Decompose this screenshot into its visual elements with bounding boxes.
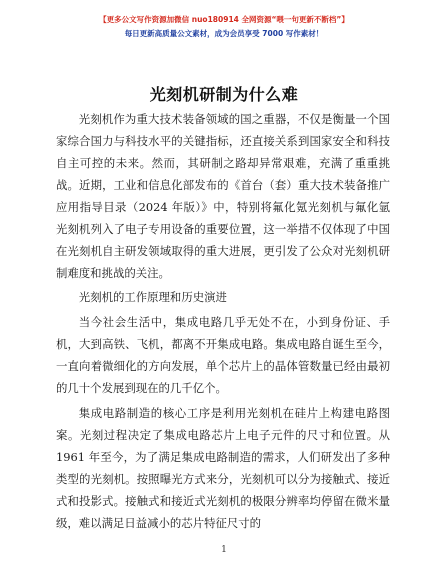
promo-line-2: 每日更新高质量公文素材，成为会员享受 7000 写作素材！ — [124, 29, 324, 38]
document-body — [56, 108, 390, 534]
promo-banner — [0, 14, 448, 39]
section-heading: 光刻机的工作原理和历史演进 — [78, 290, 227, 304]
promo-line-1: 【更多公文写作资源加微信 nuo180914 全网资源“喂一句更新不断档”】 — [99, 15, 349, 24]
paragraph-lithography-core: 集成电路制造的核心工序是利用光刻机在硅片上构建电路图案。光刻过程决定了集成电路芯片上电子元件的尺寸和位置。从 1961 年至今，为了满足集成电路制造的需求，人们研发出了多种类型的光刻机。按照曝光方式来分，光刻机可以分为接触式、接近式和投影式。接触式和接近式光刻机的极限分辨率均停留在微米量级，难以满足日益减小的芯片特征尺寸的 — [56, 406, 390, 530]
paragraph-intro: 光刻机作为重大技术装备领域的国之重器，不仅是衡量一个国家综合国力与科技水平的关键指标，还直接关系到国家安全和科技自主可控的未来。然而，其研制之路却异常艰难，充满了重重挑战。近期，工业和信息化部发布的《首台（套）重大技术装备推广应用指导目录（2024 年版）》中，特别将氟化氪光刻机与氟化氩光刻机列入了电子专用设备的重要位置，这一举措不仅体现了中国在光刻机自主研发领域取得的重大进展，更引发了公众对光刻机研制难度和挑战的关注。 — [56, 112, 390, 280]
paragraph-ic-everywhere: 当今社会生活中，集成电路几乎无处不在，小到身份证、手机，大到高铁、飞机，都离不开集成电路。集成电路自诞生至今，一直向着微细化的方向发展，单个芯片上的晶体管数量已经由最初的几十个发展到现在的几千亿个。 — [56, 315, 390, 395]
document-title: 光刻机研制为什么难 — [149, 85, 299, 104]
page-number: 1 — [221, 545, 227, 555]
